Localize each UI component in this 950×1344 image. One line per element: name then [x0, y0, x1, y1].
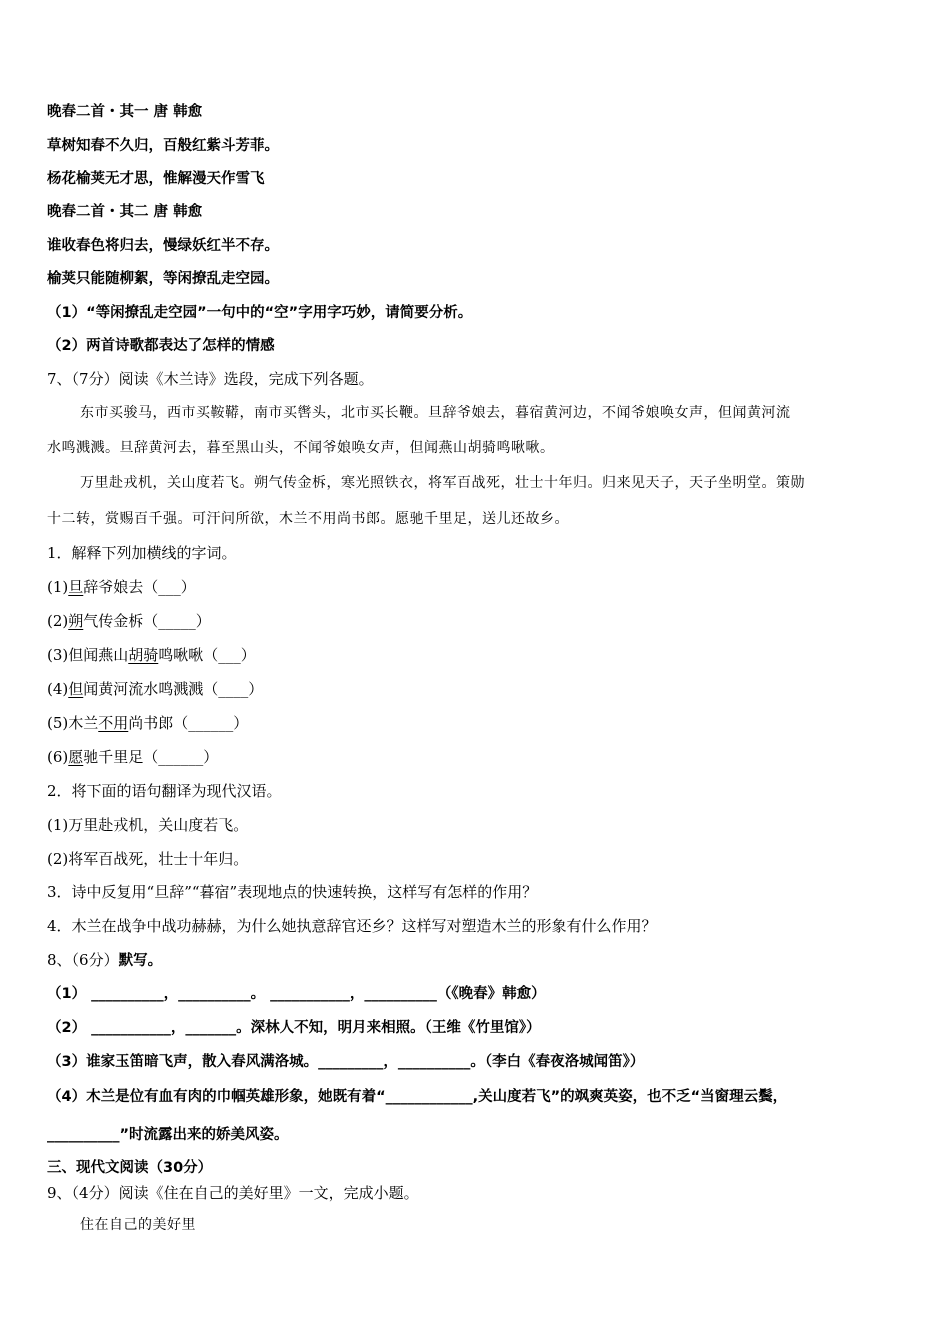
word-item-5: (5)木兰不用尚书郎（______）: [47, 714, 249, 732]
question8-4-line1: （4）木兰是位有血有肉的巾帼英雄形象，她既有着“____________,关山度若飞”的飒爽英姿，也不乏“当窗理云鬓，: [47, 1089, 788, 1105]
question8-3: （3）谁家玉笛暗飞声，散入春风满洛城。_________，__________。（李白《春夜洛城闻笛》）: [47, 1054, 645, 1070]
section3-heading: 三、现代文阅读（30分）: [47, 1160, 213, 1176]
question6-2: （2）两首诗歌都表达了怎样的情感: [47, 338, 275, 354]
word-item-1: (1)旦辞爷娘去（___）: [47, 578, 196, 596]
question6-1: （1）“等闲撩乱走空园”一句中的“空”字用字巧妙，请简要分析。: [47, 305, 473, 321]
passage-p2-line2: 十二转，赏赐百千强。可汗问所欲，木兰不用尚书郎。愿驰千里足，送儿还故乡。: [47, 511, 569, 527]
passage-p1-line2: 水鸣溅溅。旦辞黄河去，暮至黑山头，不闻爷娘唤女声，但闻燕山胡骑鸣啾啾。: [47, 440, 555, 456]
word-item-3: (3)但闻燕山胡骑鸣啾啾（___）: [47, 646, 256, 664]
word-item-2: (2)朔气传金柝（_____）: [47, 612, 211, 630]
passage-p2-line1: 万里赴戎机，关山度若飞。朔气传金柝，寒光照铁衣，将军百战死，壮士十年归。归来见天子，天子坐明堂。策勋: [80, 475, 805, 491]
translate-item-1: (1)万里赴戎机，关山度若飞。: [47, 816, 249, 834]
poem2-title: 晚春二首・其二 唐 韩愈: [47, 204, 203, 220]
question8-heading: 8、（6分）默写。: [47, 951, 163, 969]
poem1-title: 晚春二首・其一 唐 韩愈: [47, 104, 203, 120]
question7-2: 2．将下面的语句翻译为现代汉语。: [47, 782, 282, 800]
word-item-4: (4)但闻黄河流水鸣溅溅（____）: [47, 680, 264, 698]
question7-3: 3．诗中反复用“旦辞”“暮宿”表现地点的快速转换，这样写有怎样的作用？: [47, 883, 538, 901]
article-title: 住在自己的美好里: [80, 1217, 196, 1233]
question7-1: 1．解释下列加横线的字词。: [47, 544, 237, 562]
question8-2: （2） ___________，_______。深林人不知，明月来相照。（王维《竹里馆》）: [47, 1020, 541, 1036]
poem2-line2: 榆荚只能随柳絮，等闲撩乱走空园。: [47, 271, 279, 287]
poem1-line1: 草树知春不久归，百般红紫斗芳菲。: [47, 138, 279, 154]
poem2-line1: 谁收春色将归去，慢绿妖红半不存。: [47, 238, 279, 254]
question7-heading: 7、（7分）阅读《木兰诗》选段，完成下列各题。: [47, 370, 374, 388]
translate-item-2: (2)将军百战死，壮士十年归。: [47, 850, 249, 868]
poem1-line2: 杨花榆荚无才思，惟解漫天作雪飞: [47, 171, 265, 187]
question7-4: 4．木兰在战争中战功赫赫，为什么她执意辞官还乡？这样写对塑造木兰的形象有什么作用？: [47, 917, 657, 935]
word-item-6: (6)愿驰千里足（______）: [47, 748, 219, 766]
question9-heading: 9、（4分）阅读《住在自己的美好里》一文，完成小题。: [47, 1184, 419, 1202]
passage-p1-line1: 东市买骏马，西市买鞍鞯，南市买辔头，北市买长鞭。旦辞爷娘去，暮宿黄河边，不闻爷娘唤女声，但闻黄河流: [80, 405, 791, 421]
question8-1: （1） __________，__________。 ___________，__________（《晚春》韩愈）: [47, 986, 546, 1002]
question8-4-line2: __________”时流露出来的娇美风姿。: [47, 1127, 289, 1143]
